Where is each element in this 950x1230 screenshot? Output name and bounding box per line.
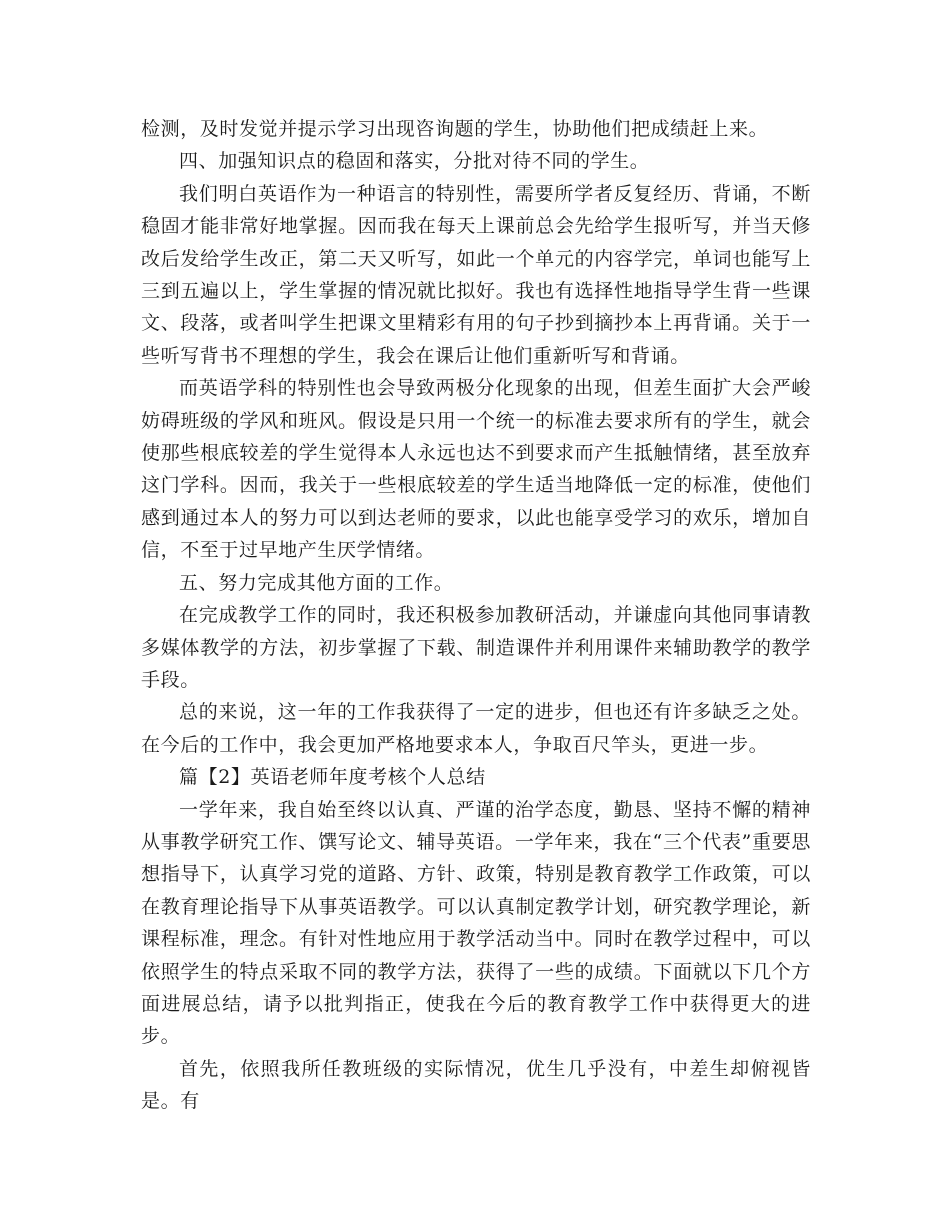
paragraph-4: 而英语学科的特别性也会导致两极分化现象的出现，但差生面扩大会严峻妨碍班级的学风和班风。假设是只用一个统一的标准去要求所有的学生，就会使那些根底较差的学生觉得本人永远也达不到要求而产生抵触情绪，甚至放弃这门学科。因而，我关于一些根底较差的学生适当地降低一定的标准，使他们感到通过本人的努力可以到达老师的要求，以此也能享受学习的欢乐，增加自信，不至于过早地产生厌学情绪。 [141,377,811,562]
paragraph-6: 在完成教学工作的同时，我还积极参加教研活动，并谦虚向其他同事请教多媒体教学的方法，初步掌握了下载、制造课件并利用课件来辅助教学的教学手段。 [141,604,811,691]
paragraph-7: 总的来说，这一年的工作我获得了一定的进步，但也还有许多缺乏之处。在今后的工作中，我会更加严格地要求本人，争取百尺竿头，更进一步。 [141,701,811,756]
document-body [141,113,811,1118]
paragraph-9: 一学年来，我自始至终以认真、严谨的治学态度，勤恳、坚持不懈的精神从事教学研究工作、馔写论文、辅导英语。一学年来，我在“三个代表”重要思想指导下，认真学习党的道路、方针、政策，特别是教育教学工作政策，可以在教育理论指导下从事英语教学。可以认真制定教学计划，研究教学理论，新课程标准，理念。有针对性地应用于教学活动当中。同时在教学过程中，可以依照学生的特点采取不同的教学方法，获得了一些的成绩。下面就以下几个方面进展总结，请予以批判指正，使我在今后的教育教学工作中获得更大的进步。 [141,798,811,1048]
paragraph-3: 我们明白英语作为一种语言的特别性，需要所学者反复经历、背诵，不断稳固才能非常好地掌握。因而我在每天上课前总会先给学生报听写，并当天修改后发给学生改正，第二天又听写，如此一个单元的内容学完，单词也能写上三到五遍以上，学生掌握的情况就比拟好。我也有选择性地指导学生背一些课文、段落，或者叫学生把课文里精彩有用的句子抄到摘抄本上再背诵。关于一些听写背书不理想的学生，我会在课后让他们重新听写和背诵。 [141,182,811,367]
paragraph-10: 首先，依照我所任教班级的实际情况，优生几乎没有，中差生却俯视皆是。有 [141,1057,811,1113]
section-heading-5: 五、努力完成其他方面的工作。 [179,571,454,594]
paragraph-1: 检测，及时发觉并提示学习出现咨询题的学生，协助他们把成绩赶上来。 [141,118,769,140]
article-title-2: 篇【2】英语老师年度考核个人总结 [179,766,486,789]
section-heading-4: 四、加强知识点的稳固和落实，分批对待不同的学生。 [179,150,650,173]
